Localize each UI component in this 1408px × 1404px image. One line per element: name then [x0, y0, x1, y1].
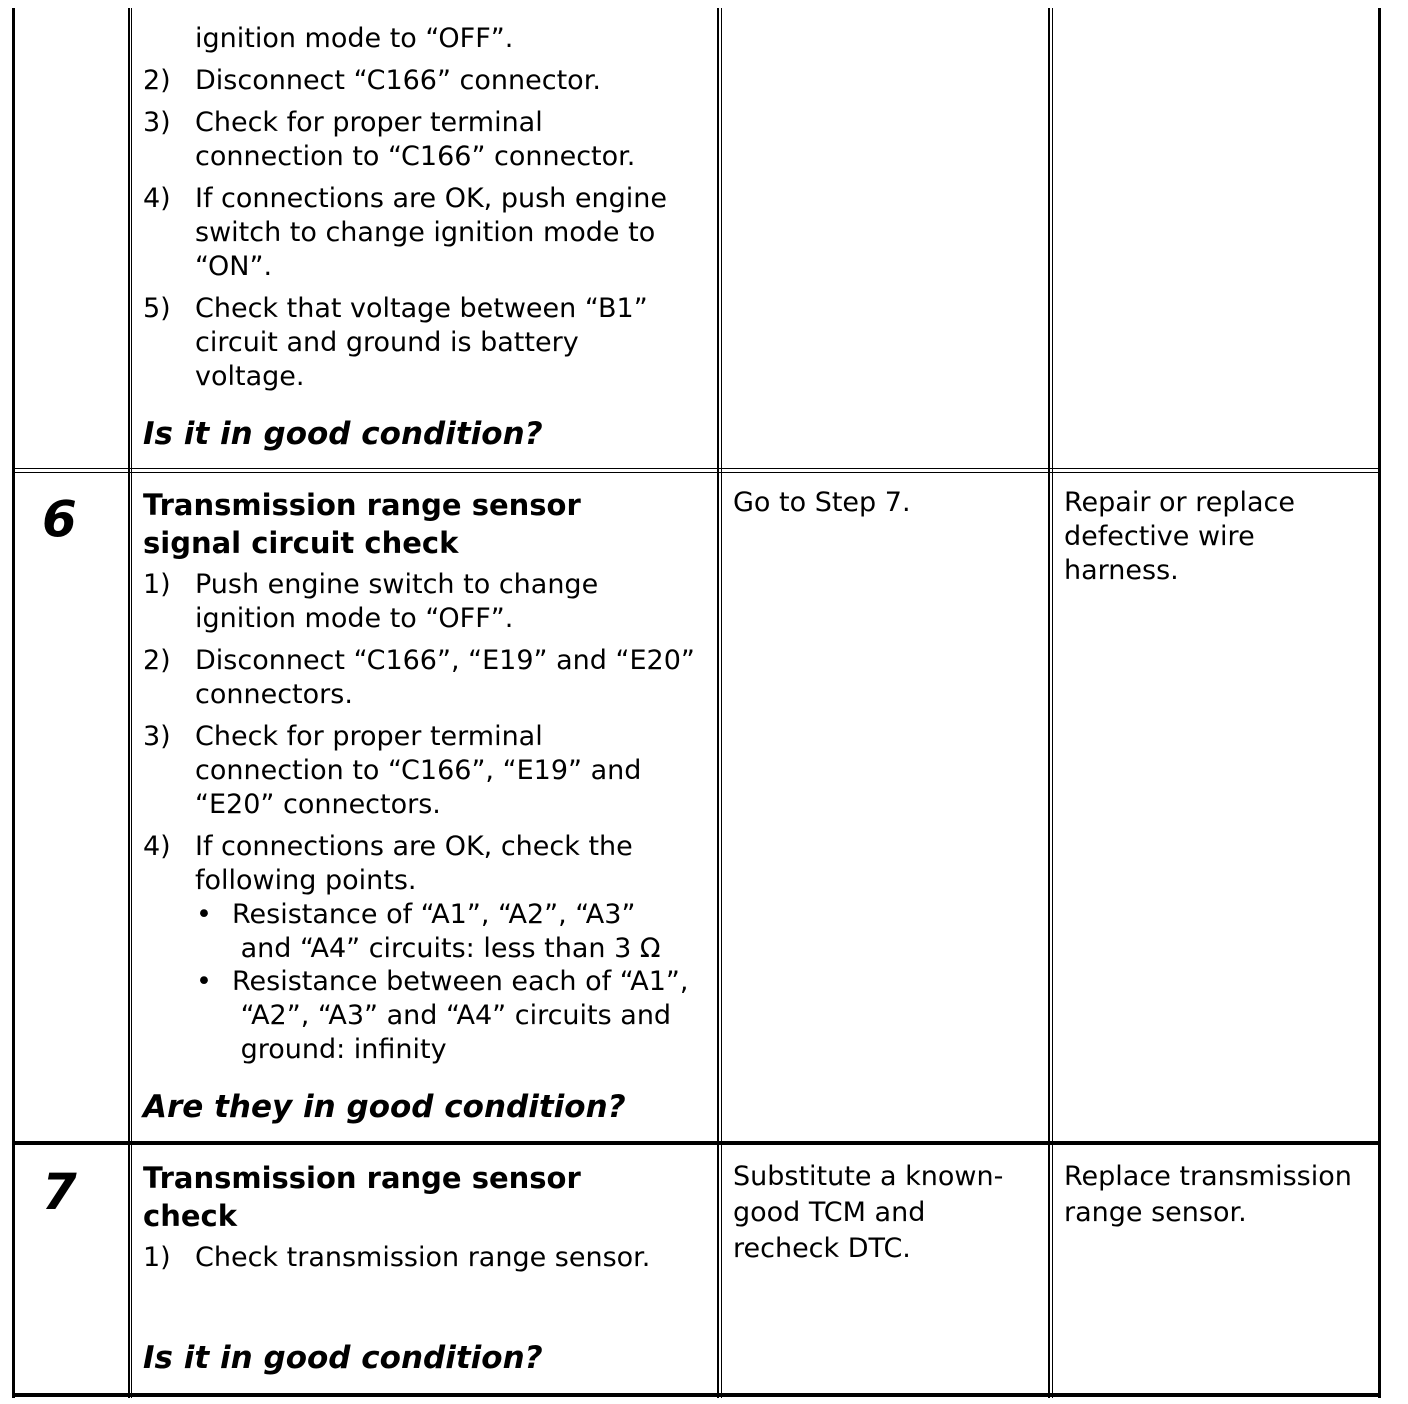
no-result: Repair or replace defective wire harness. [1064, 487, 1295, 586]
yes-result: Go to Step 7. [733, 487, 911, 518]
table-divider-action [717, 8, 719, 1398]
row-divider-5-6-b [12, 472, 1381, 473]
no-result: Replace transmission range sensor. [1064, 1161, 1352, 1228]
step-title: Transmission range sensor signal circuit check [143, 488, 581, 560]
table-border-bottom [12, 1393, 1381, 1397]
table-divider-yes [1048, 8, 1050, 1398]
table-divider-step-2 [131, 8, 132, 1398]
step-title: Transmission range sensor check [143, 1161, 581, 1233]
step-number: 7 [42, 1163, 77, 1221]
condition-question: Is it in good condition? [143, 1340, 543, 1376]
row-divider-6-7 [12, 1141, 1381, 1145]
table-divider-yes-2 [1052, 8, 1053, 1398]
table-divider-step [128, 8, 130, 1398]
table-border-right [1378, 8, 1381, 1398]
row-divider-5-6 [12, 468, 1381, 469]
yes-result: Substitute a known- good TCM and recheck DTC. [733, 1161, 1004, 1264]
condition-question: Is it in good condition? [143, 416, 543, 452]
table-border-left [12, 8, 15, 1398]
step-number: 6 [42, 490, 77, 548]
table-divider-action-2 [721, 8, 722, 1398]
condition-question: Are they in good condition? [143, 1089, 626, 1125]
